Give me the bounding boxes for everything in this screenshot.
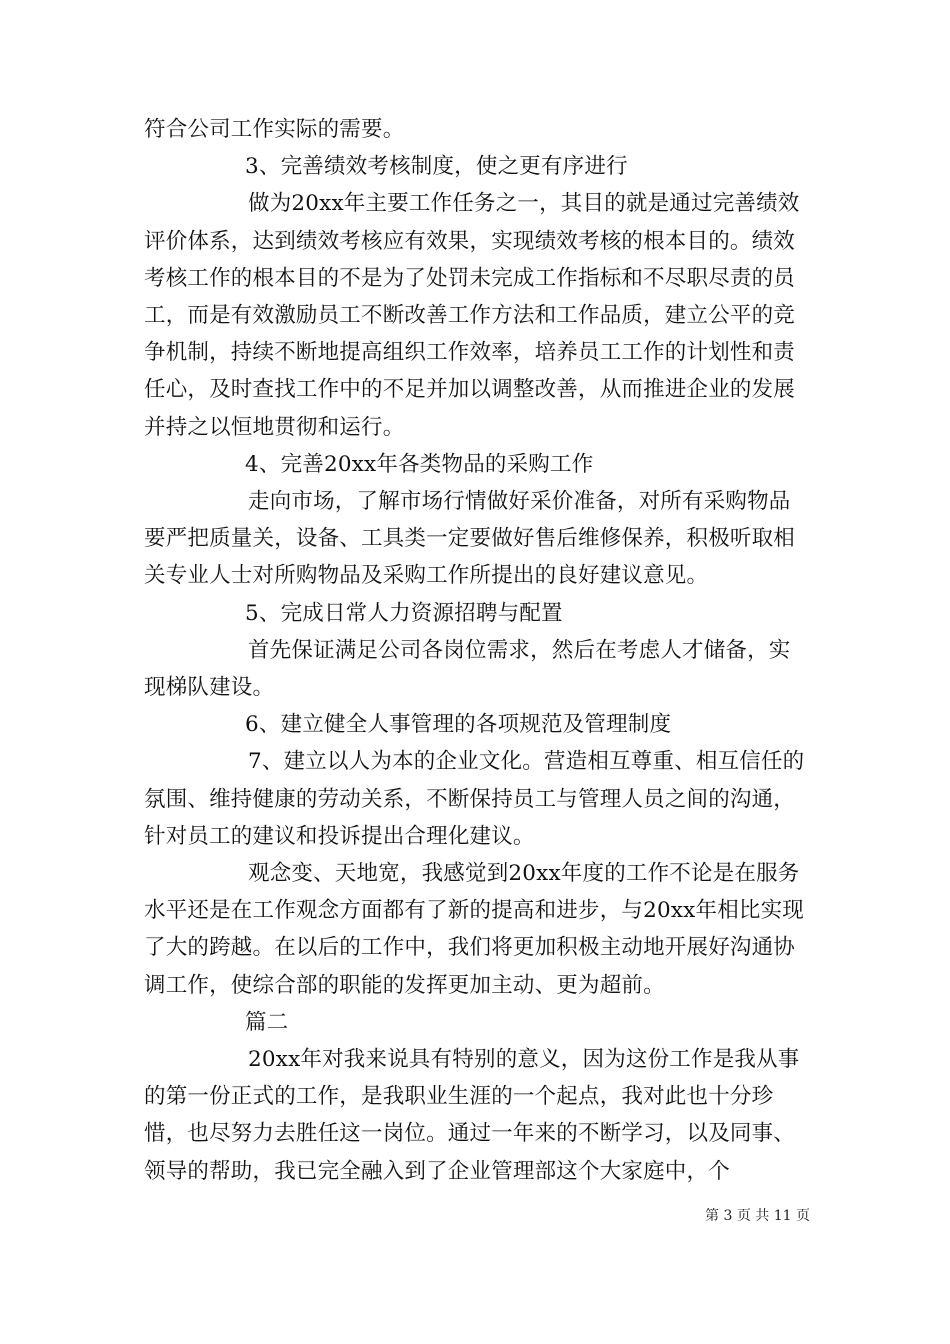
heading-item-3: 3、完善绩效考核制度，使之更有序进行 [245,154,628,180]
paragraph-recruitment: 首先保证满足公司各岗位需求，然后在考虑人才储备，实现梯队建设。 [144,637,791,701]
paragraph-item-7: 7、建立以人为本的企业文化。营造相互尊重、相互信任的氛围、维持健康的劳动关系，不断保持员工与管理人员之间的沟通，针对员工的建议和投诉提出合理化建议。 [144,749,805,849]
paragraph-part-two-intro: 20xx年对我来说具有特别的意义，因为这份工作是我从事的第一份正式的工作，是我职业生涯的一个起点，我对此也十分珍惜，也尽努力去胜任这一岗位。通过一年来的不断学习，以及同事、领导的帮助，我已完全融入到了企业管理部这个大家庭中，个 [144,1047,800,1184]
heading-item-5: 5、完成日常人力资源招聘与配置 [245,600,563,626]
page-number: 第 3 页 共 11 页 [705,1208,810,1224]
paragraph-summary: 观念变、天地宽，我感觉到20xx年度的工作不论是在服务水平还是在工作观念方面都有了新的提高和进步，与20xx年相比实现了大的跨越。在以后的工作中，我们将更加积极主动地开展好沟通协调工作，使综合部的职能的发挥更加主动、更为超前。 [144,861,805,998]
paragraph-performance: 做为20xx年主要工作任务之一，其目的就是通过完善绩效评价体系，达到绩效考核应有效果，实现绩效考核的根本目的。绩效考核工作的根本目的不是为了处罚未完成工作指标和不尽职尽责的员工，而是有效激励员工不断改善工作方法和工作品质，建立公平的竞争机制，持续不断地提高组织工作效率，培养员工工作的计划性和责任心，及时查找工作中的不足并加以调整改善，从而推进企业的发展并持之以恒地贯彻和运行。 [144,191,800,440]
document-body [144,111,807,1190]
paragraph-procurement: 走向市场，了解市场行情做好采价准备，对所有采购物品要严把质量关，设备、工具类一定要做好售后维修保养，积极听取相关专业人士对所购物品及采购工作所提出的良好建议意见。 [144,489,796,589]
heading-item-4: 4、完善20xx年各类物品的采购工作 [245,451,594,477]
heading-item-6: 6、建立健全人事管理的各项规范及管理制度 [245,712,672,738]
section-heading-part-two: 篇二 [245,1009,289,1035]
paragraph-continuation: 符合公司工作实际的需要。 [144,117,405,142]
